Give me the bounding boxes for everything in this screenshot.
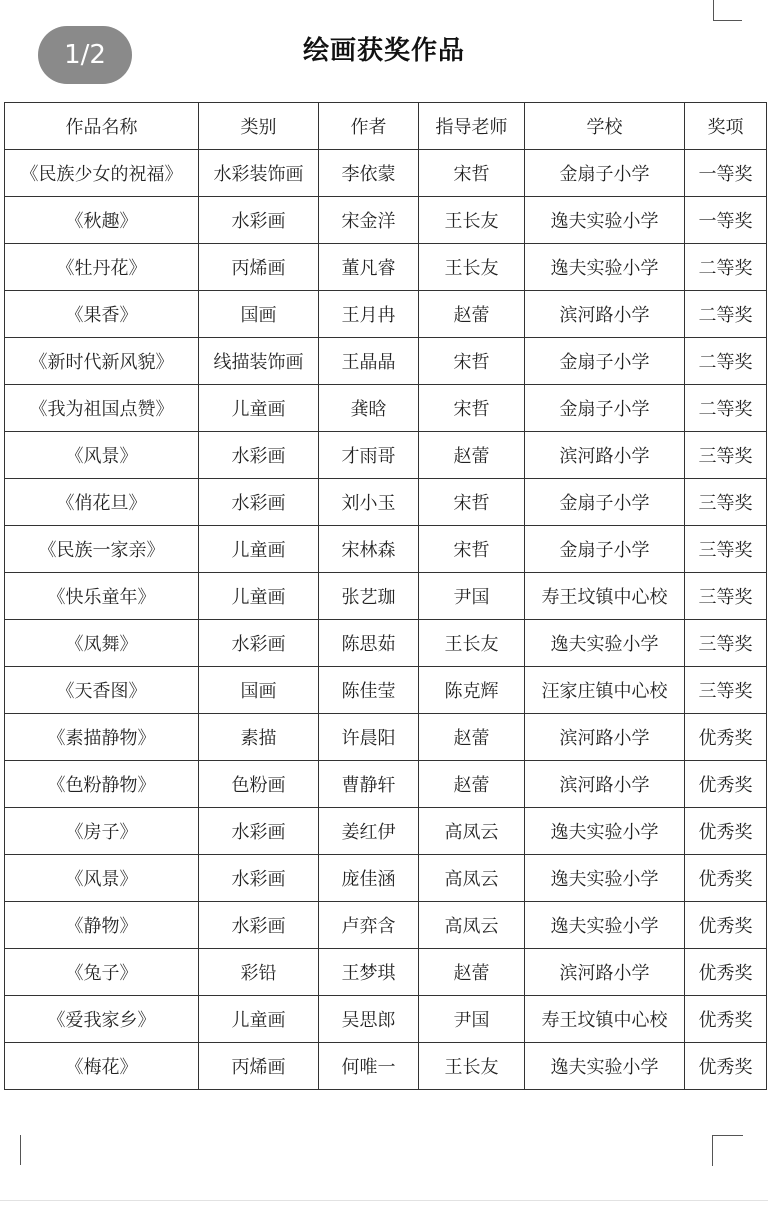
header-school: 学校: [525, 103, 685, 150]
cell-award: 优秀奖: [685, 1043, 767, 1090]
cell-school: 寿王坟镇中心校: [525, 996, 685, 1043]
cell-author: 王晶晶: [319, 338, 419, 385]
table-row: [5, 385, 767, 432]
cell-author: 张艺珈: [319, 573, 419, 620]
cell-category: 彩铅: [199, 949, 319, 996]
cell-award: 三等奖: [685, 432, 767, 479]
table-row: [5, 620, 767, 667]
cell-school: 汪家庄镇中心校: [525, 667, 685, 714]
table-row: [5, 855, 767, 902]
cell-school: 金扇子小学: [525, 385, 685, 432]
cell-school: 逸夫实验小学: [525, 855, 685, 902]
cell-work-name: 《天香图》: [5, 667, 199, 714]
cell-work-name: 《素描静物》: [5, 714, 199, 761]
table-row: [5, 761, 767, 808]
cell-teacher: 王长友: [419, 620, 525, 667]
table-row: [5, 714, 767, 761]
cell-teacher: 宋哲: [419, 338, 525, 385]
cell-award: 三等奖: [685, 573, 767, 620]
cell-teacher: 赵蕾: [419, 761, 525, 808]
cell-author: 宋金洋: [319, 197, 419, 244]
cell-teacher: 高凤云: [419, 855, 525, 902]
cell-category: 儿童画: [199, 385, 319, 432]
table-row: [5, 808, 767, 855]
table-row: [5, 526, 767, 573]
cell-work-name: 《色粉静物》: [5, 761, 199, 808]
cell-award: 二等奖: [685, 291, 767, 338]
cell-award: 优秀奖: [685, 714, 767, 761]
cell-teacher: 赵蕾: [419, 291, 525, 338]
cell-category: 水彩画: [199, 855, 319, 902]
cell-category: 素描: [199, 714, 319, 761]
cell-award: 三等奖: [685, 479, 767, 526]
cell-work-name: 《我为祖国点赞》: [5, 385, 199, 432]
table-row: [5, 949, 767, 996]
cell-award: 二等奖: [685, 385, 767, 432]
cell-category: 儿童画: [199, 526, 319, 573]
cell-teacher: 高凤云: [419, 902, 525, 949]
cell-work-name: 《爱我家乡》: [5, 996, 199, 1043]
table-header-row: [5, 103, 767, 150]
cell-teacher: 赵蕾: [419, 432, 525, 479]
cell-school: 滨河路小学: [525, 761, 685, 808]
cell-work-name: 《俏花旦》: [5, 479, 199, 526]
cell-author: 宋林森: [319, 526, 419, 573]
cell-author: 姜红伊: [319, 808, 419, 855]
cell-school: 金扇子小学: [525, 150, 685, 197]
table-row: [5, 432, 767, 479]
cell-author: 陈佳莹: [319, 667, 419, 714]
cell-teacher: 赵蕾: [419, 714, 525, 761]
cell-teacher: 尹国: [419, 996, 525, 1043]
cell-award: 一等奖: [685, 197, 767, 244]
table-row: [5, 573, 767, 620]
cell-category: 国画: [199, 667, 319, 714]
cell-school: 金扇子小学: [525, 479, 685, 526]
cell-award: 优秀奖: [685, 855, 767, 902]
cell-award: 二等奖: [685, 244, 767, 291]
cell-teacher: 王长友: [419, 1043, 525, 1090]
cell-category: 水彩画: [199, 620, 319, 667]
cell-teacher: 王长友: [419, 197, 525, 244]
cell-work-name: 《静物》: [5, 902, 199, 949]
cell-award: 优秀奖: [685, 761, 767, 808]
cell-work-name: 《房子》: [5, 808, 199, 855]
table-row: [5, 150, 767, 197]
cell-work-name: 《果香》: [5, 291, 199, 338]
page-corner-mark: [713, 0, 742, 21]
cell-school: 滨河路小学: [525, 949, 685, 996]
table-row: [5, 1043, 767, 1090]
cell-category: 儿童画: [199, 573, 319, 620]
cell-category: 水彩装饰画: [199, 150, 319, 197]
cell-award: 优秀奖: [685, 996, 767, 1043]
cell-work-name: 《风景》: [5, 855, 199, 902]
cell-work-name: 《新时代新风貌》: [5, 338, 199, 385]
cell-author: 卢弈含: [319, 902, 419, 949]
header-category: 类别: [199, 103, 319, 150]
cell-teacher: 宋哲: [419, 526, 525, 573]
table-row: [5, 244, 767, 291]
page-indicator: 1/2: [38, 26, 132, 84]
cell-category: 儿童画: [199, 996, 319, 1043]
cell-school: 滨河路小学: [525, 432, 685, 479]
cell-author: 陈思茹: [319, 620, 419, 667]
cell-teacher: 陈克辉: [419, 667, 525, 714]
page-corner-mark: [712, 1135, 743, 1166]
cell-category: 水彩画: [199, 197, 319, 244]
header-author: 作者: [319, 103, 419, 150]
cell-author: 王梦琪: [319, 949, 419, 996]
cell-school: 逸夫实验小学: [525, 197, 685, 244]
cell-work-name: 《风景》: [5, 432, 199, 479]
cell-work-name: 《凤舞》: [5, 620, 199, 667]
table-row: [5, 197, 767, 244]
cell-school: 寿王坟镇中心校: [525, 573, 685, 620]
cell-author: 何唯一: [319, 1043, 419, 1090]
table-row: [5, 479, 767, 526]
cell-category: 水彩画: [199, 902, 319, 949]
cell-author: 吴思郎: [319, 996, 419, 1043]
cell-work-name: 《牡丹花》: [5, 244, 199, 291]
cell-category: 水彩画: [199, 479, 319, 526]
page-corner-mark: [0, 1135, 21, 1165]
table-row: [5, 667, 767, 714]
cell-teacher: 尹国: [419, 573, 525, 620]
cell-author: 李依蒙: [319, 150, 419, 197]
cell-award: 三等奖: [685, 667, 767, 714]
cell-school: 逸夫实验小学: [525, 902, 685, 949]
cell-work-name: 《兔子》: [5, 949, 199, 996]
cell-work-name: 《快乐童年》: [5, 573, 199, 620]
cell-school: 逸夫实验小学: [525, 1043, 685, 1090]
cell-author: 王月冉: [319, 291, 419, 338]
cell-award: 二等奖: [685, 338, 767, 385]
header-work-name: 作品名称: [5, 103, 199, 150]
cell-teacher: 高凤云: [419, 808, 525, 855]
cell-school: 逸夫实验小学: [525, 808, 685, 855]
cell-award: 优秀奖: [685, 902, 767, 949]
table-row: [5, 338, 767, 385]
table-row: [5, 291, 767, 338]
cell-school: 逸夫实验小学: [525, 620, 685, 667]
cell-award: 三等奖: [685, 526, 767, 573]
table-row: [5, 902, 767, 949]
cell-school: 金扇子小学: [525, 338, 685, 385]
cell-work-name: 《秋趣》: [5, 197, 199, 244]
cell-author: 龚晗: [319, 385, 419, 432]
cell-author: 许晨阳: [319, 714, 419, 761]
cell-category: 丙烯画: [199, 1043, 319, 1090]
cell-category: 国画: [199, 291, 319, 338]
cell-award: 优秀奖: [685, 808, 767, 855]
cell-teacher: 宋哲: [419, 150, 525, 197]
header-award: 奖项: [685, 103, 767, 150]
cell-award: 三等奖: [685, 620, 767, 667]
cell-award: 一等奖: [685, 150, 767, 197]
cell-teacher: 赵蕾: [419, 949, 525, 996]
page-title: 绘画获奖作品: [302, 36, 465, 66]
cell-category: 色粉画: [199, 761, 319, 808]
cell-work-name: 《梅花》: [5, 1043, 199, 1090]
cell-author: 庞佳涵: [319, 855, 419, 902]
header-teacher: 指导老师: [419, 103, 525, 150]
awards-table: [4, 102, 767, 1090]
cell-school: 滨河路小学: [525, 714, 685, 761]
cell-teacher: 王长友: [419, 244, 525, 291]
cell-category: 丙烯画: [199, 244, 319, 291]
cell-school: 逸夫实验小学: [525, 244, 685, 291]
cell-school: 金扇子小学: [525, 526, 685, 573]
cell-category: 水彩画: [199, 432, 319, 479]
cell-author: 曹静轩: [319, 761, 419, 808]
cell-teacher: 宋哲: [419, 479, 525, 526]
cell-teacher: 宋哲: [419, 385, 525, 432]
cell-category: 线描装饰画: [199, 338, 319, 385]
cell-category: 水彩画: [199, 808, 319, 855]
cell-author: 刘小玉: [319, 479, 419, 526]
cell-work-name: 《民族少女的祝福》: [5, 150, 199, 197]
cell-work-name: 《民族一家亲》: [5, 526, 199, 573]
cell-school: 滨河路小学: [525, 291, 685, 338]
table-row: [5, 996, 767, 1043]
cell-author: 才雨哥: [319, 432, 419, 479]
cell-award: 优秀奖: [685, 949, 767, 996]
page-divider: [0, 1200, 768, 1201]
cell-author: 董凡睿: [319, 244, 419, 291]
